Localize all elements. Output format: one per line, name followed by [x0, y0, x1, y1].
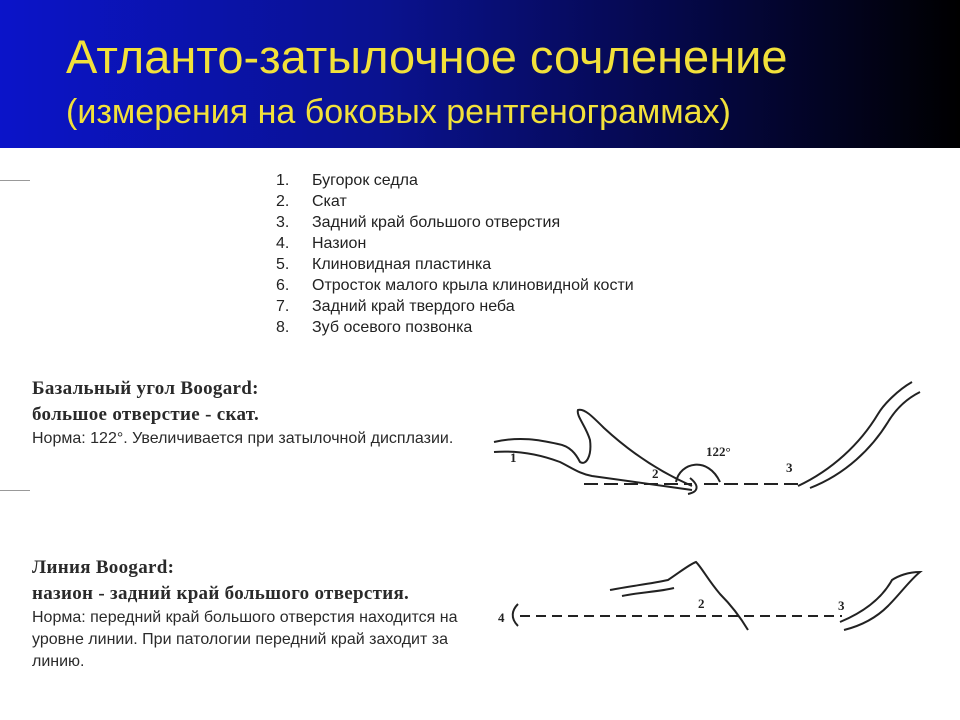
list-item: 2. Скат	[276, 193, 347, 210]
boogard-line-section	[32, 555, 472, 673]
list-item: 8. Зуб осевого позвонка	[276, 319, 473, 336]
sella-clivus-outline	[494, 410, 692, 486]
diagram-label: 1	[510, 450, 517, 465]
slide-title: Атланто-затылочное сочленение	[66, 30, 788, 83]
basal-angle-diagram	[480, 370, 940, 510]
nasion-curve	[513, 604, 518, 626]
list-item: 1. Бугорок седла	[276, 172, 418, 189]
list-item: 6. Отросток малого крыла клиновидной кости	[276, 277, 634, 294]
list-item: 3. Задний край большого отверстия	[276, 214, 561, 231]
clivus-tip	[688, 478, 697, 494]
boogard-line-definition: назион - задний край большого отверстия.	[32, 583, 410, 604]
foramen-curve-inner	[810, 392, 920, 488]
basal-angle-definition: большое отверстие - скат.	[32, 404, 260, 425]
boogard-line-diagram	[480, 550, 940, 650]
foramen-curve-outer	[798, 382, 912, 486]
diagram-label: 3	[786, 460, 793, 475]
list-item: 4. Назион	[276, 235, 367, 252]
slide-subtitle: (измерения на боковых рентгенограммах)	[66, 93, 731, 131]
diagram-label: 3	[838, 598, 845, 613]
list-item: 7. Задний край твердого неба	[276, 298, 515, 315]
foramen-outline	[840, 572, 920, 630]
diagram-label: 2	[698, 596, 705, 611]
slide-header	[0, 0, 960, 148]
landmark-legend	[276, 170, 634, 338]
basal-angle-norm: Норма: 122°. Увеличивается при затылочной дисплазии.	[32, 430, 454, 447]
scan-edge-mark	[0, 180, 30, 189]
boogard-line-norm: Норма: передний край большого отверстия находится на уровне линии. При патологии передний край заходит за линию.	[32, 609, 458, 670]
scan-edge-mark	[0, 490, 30, 499]
boogard-line-heading: Линия Boogard:	[32, 557, 175, 578]
diagram-label: 4	[498, 610, 505, 625]
clivus-inner-outline	[622, 588, 674, 596]
diagram-label: 2	[652, 466, 659, 481]
basal-angle-section	[32, 376, 472, 450]
angle-arc	[676, 465, 720, 482]
list-item: 5. Клиновидная пластинка	[276, 256, 492, 273]
basal-angle-heading: Базальный угол Boogard:	[32, 378, 259, 399]
clivus-outline	[610, 562, 748, 630]
angle-value-label: 122°	[706, 444, 731, 459]
